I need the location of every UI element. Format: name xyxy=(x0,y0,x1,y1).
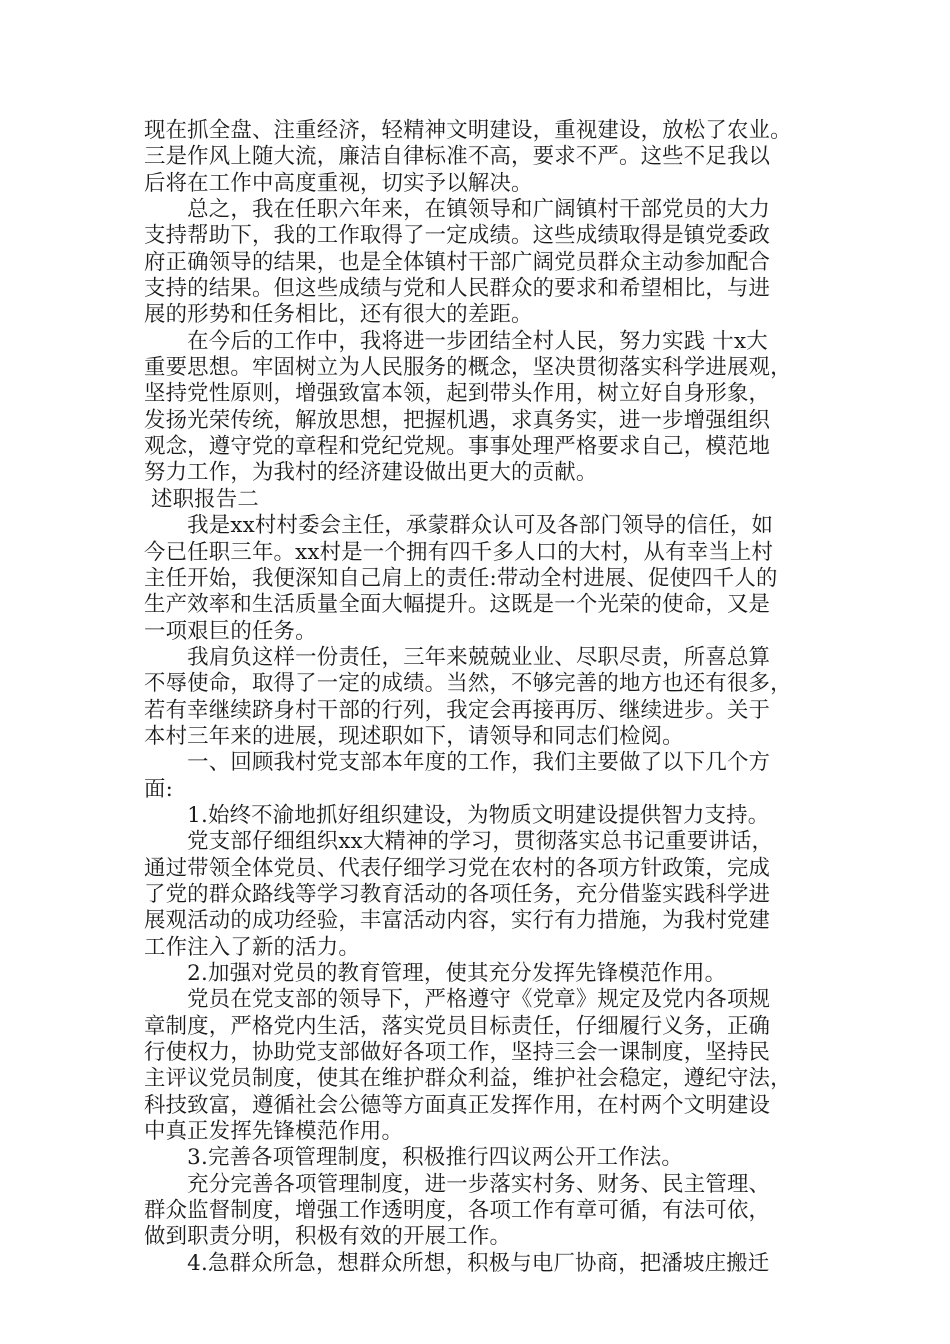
text-line: 三是作风上随大流，廉洁自律标准不高，要求不严。这些不足我以 xyxy=(144,144,771,170)
text-line: 发扬光荣传统，解放思想，把握机遇，求真务实，进一步增强组织 xyxy=(144,407,771,433)
text-line: 后将在工作中高度重视，切实予以解决。 xyxy=(144,170,533,196)
text-line: 通过带领全体党员、代表仔细学习党在农村的各项方针政策，完成 xyxy=(144,855,771,881)
text-line: 我肩负这样一份责任，三年来兢兢业业、尽职尽责，所喜总算 xyxy=(144,644,771,670)
text-line: 今已任职三年。xx村是一个拥有四千多人口的大村，从有幸当上村 xyxy=(144,539,774,565)
text-line: 做到职责分明，积极有效的开展工作。 xyxy=(144,1224,512,1250)
text-line: 总之，我在任职六年来，在镇领导和广阔镇村干部党员的大力 xyxy=(144,197,771,223)
text-line: 科技致富，遵循社会公德等方面真正发挥作用，在村两个文明建设 xyxy=(144,1092,771,1118)
text-line: 主评议党员制度，使其在维护群众利益，维护社会稳定，遵纪守法， xyxy=(144,1066,792,1092)
list-item-heading: 4.急群众所急，想群众所想，积极与电厂协商，把潘坡庄搬迁 xyxy=(144,1250,770,1276)
text-line: 在今后的工作中，我将进一步团结全村人民，努力实践 十x大 xyxy=(144,328,768,354)
text-line: 本村三年来的进展，现述职如下，请领导和同志们检阅。 xyxy=(144,723,684,749)
text-line: 一项艰巨的任务。 xyxy=(144,618,317,644)
text-line: 中真正发挥先锋模范作用。 xyxy=(144,1119,404,1145)
text-line: 展观活动的成功经验，丰富活动内容，实行有力措施，为我村党建 xyxy=(144,908,771,934)
text-line: 展的形势和任务相比，还有很大的差距。 xyxy=(144,302,533,328)
text-line: 行使权力，协助党支部做好各项工作，坚持三会一课制度，坚持民 xyxy=(144,1040,771,1066)
text-line: 一、回顾我村党支部本年度的工作，我们主要做了以下几个方 xyxy=(144,750,771,776)
section-heading: 述职报告二 xyxy=(144,486,259,512)
text-line: 支持的结果。但这些成绩与党和人民群众的要求和希望相比，与进 xyxy=(144,276,771,302)
text-line: 努力工作，为我村的经济建设做出更大的贡献。 xyxy=(144,460,598,486)
text-line: 现在抓全盘、注重经济，轻精神文明建设，重视建设，放松了农业。 xyxy=(144,118,792,143)
document-body xyxy=(144,118,814,1277)
text-line: 若有幸继续跻身村干部的行列，我定会再接再厉、继续进步。关于 xyxy=(144,697,771,723)
text-line: 主任开始，我便深知自己肩上的责任:带动全村进展、促使四千人的 xyxy=(144,565,778,591)
text-line: 不辱使命，取得了一定的成绩。当然，不够完善的地方也还有很多， xyxy=(144,671,792,697)
text-line: 了党的群众路线等学习教育活动的各项任务，充分借鉴实践科学进 xyxy=(144,881,771,907)
text-line: 观念，遵守党的章程和党纪党规。事事处理严格要求自己，模范地 xyxy=(144,434,771,460)
text-line: 坚持党性原则，增强致富本领，起到带头作用，树立好自身形象， xyxy=(144,381,771,407)
text-line: 我是xx村村委会主任，承蒙群众认可及各部门领导的信任，如 xyxy=(144,513,774,539)
text-line: 党支部仔细组织xx大精神的学习，贯彻落实总书记重要讲话， xyxy=(144,829,774,855)
text-line: 工作注入了新的活力。 xyxy=(144,934,360,960)
text-line: 章制度，严格党内生活，落实党员目标责任，仔细履行义务，正确 xyxy=(144,1013,771,1039)
text-line: 群众监督制度，增强工作透明度，各项工作有章可循，有法可依， xyxy=(144,1198,771,1224)
list-item-heading: 2.加强对党员的教育管理，使其充分发挥先锋模范作用。 xyxy=(144,961,727,986)
text-line: 支持帮助下，我的工作取得了一定成绩。这些成绩取得是镇党委政 xyxy=(144,223,771,249)
list-item-heading: 3.完善各项管理制度，积极推行四议两公开工作法。 xyxy=(144,1145,683,1171)
text-line: 面: xyxy=(144,776,173,802)
text-line: 生产效率和生活质量全面大幅提升。这既是一个光荣的使命，又是 xyxy=(144,592,771,618)
text-line: 党员在党支部的领导下，严格遵守《党章》规定及党内各项规 xyxy=(144,987,771,1013)
text-line: 重要思想。牢固树立为人民服务的概念，坚决贯彻落实科学进展观， xyxy=(144,355,792,381)
text-line: 充分完善各项管理制度，进一步落实村务、财务、民主管理、 xyxy=(144,1171,771,1197)
text-line: 府正确领导的结果，也是全体镇村干部广阔党员群众主动参加配合 xyxy=(144,249,771,275)
list-item-heading: 1.始终不渝地抓好组织建设，为物质文明建设提供智力支持。 xyxy=(144,802,770,828)
